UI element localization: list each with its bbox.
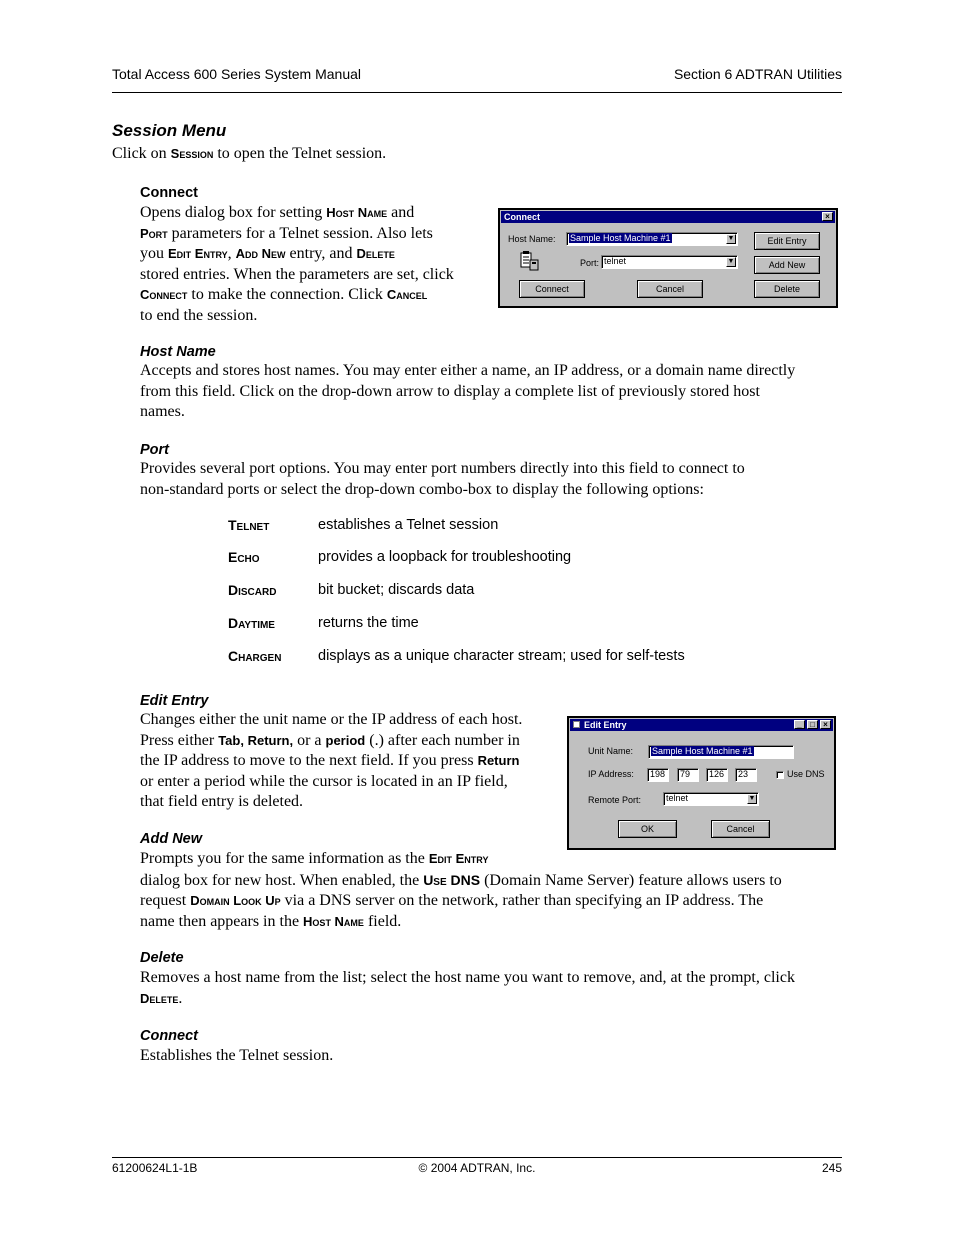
port-option-key: Chargen: [228, 648, 282, 664]
port-option-desc: displays as a unique character stream; used for self-tests: [318, 648, 685, 664]
delete-description: Removes a host name from the list; select the host name you want to remove, and, at the prompt, click Delete.: [140, 969, 795, 1007]
connect-dialog: [498, 208, 838, 308]
telephone-icon: [518, 250, 540, 272]
host-name-label: Host Name:: [508, 234, 556, 244]
port-heading: Port: [140, 442, 169, 458]
connect-summary-heading: Connect: [140, 1028, 198, 1044]
port-description: Provides several port options. You may enter port numbers directly into this field to connect to non-standard ports or select the drop-down combo-box to display the following options:: [140, 460, 745, 498]
edit-entry-description: Changes either the unit name or the IP address of each host. Press either Tab, Return, or a period (.) after each number in the IP address to move to the next field. If you press Return or enter a period while the cursor is located in an IP field, that field entry is deleted.: [140, 711, 523, 810]
footer-copyright: © 2004 ADTRAN, Inc.: [418, 1161, 536, 1175]
maximize-icon[interactable]: □: [807, 720, 818, 729]
port-option-desc: provides a loopback for troubleshooting: [318, 549, 572, 565]
ip-octet-2[interactable]: 79: [677, 768, 699, 782]
port-option-desc: establishes a Telnet session: [318, 517, 499, 533]
port-combo[interactable]: telnet ▼: [601, 255, 738, 269]
connect-description: Opens dialog box for setting Host Name and Port parameters for a Telnet session. Also lets you Edit Entry, Add New entry, and Delete stored entries. When the parameters are set, click Connect to make the connection. Click Cancel to end the session.: [140, 204, 454, 324]
use-dns-label: Use DNS: [787, 769, 825, 779]
port-option-desc: returns the time: [318, 615, 419, 631]
add-new-button[interactable]: Add New: [754, 256, 820, 274]
window-icon: [573, 721, 580, 728]
minimize-icon[interactable]: _: [794, 720, 805, 729]
connect-dialog-titlebar: Connect ×: [501, 211, 835, 223]
footer-page-number: 245: [821, 1161, 842, 1175]
close-icon[interactable]: ×: [820, 720, 831, 729]
edit-entry-dialog: [567, 716, 836, 850]
close-icon[interactable]: ×: [822, 212, 833, 221]
delete-heading: Delete: [140, 950, 184, 966]
chevron-down-icon[interactable]: ▼: [727, 235, 735, 242]
connect-summary-description: Establishes the Telnet session.: [140, 1047, 334, 1064]
header-section-title: Section 6 ADTRAN Utilities: [673, 66, 842, 82]
port-option-key: Telnet: [228, 517, 270, 533]
chevron-down-icon[interactable]: ▼: [727, 258, 735, 265]
port-option-key: Daytime: [228, 615, 275, 631]
port-option-key: Discard: [228, 582, 277, 598]
remote-port-label: Remote Port:: [588, 795, 642, 805]
remote-port-combo[interactable]: telnet ▼: [663, 792, 759, 806]
ip-octet-1[interactable]: 198: [647, 768, 669, 782]
host-name-description: Accepts and stores host names. You may enter either a name, an IP address, or a domain name directly from this field. Click on the drop-down arrow to display a complete list of previously stored host names.: [140, 362, 796, 420]
port-label: Port:: [580, 258, 600, 268]
unit-name-field[interactable]: Sample Host Machine #1: [648, 745, 794, 759]
session-menu-intro: Click on Session to open the Telnet session.: [112, 145, 387, 162]
add-new-description: Prompts you for the same information as the Edit Entry dialog box for new host. When enabled, the Use DNS (Domain Name Server) feature allows users to request Domain Look Up via a DNS server on the network, rather than specifying an IP address. The name then appears in the Host Name field.: [140, 850, 782, 930]
host-name-combo[interactable]: Sample Host Machine #1 ▼: [566, 232, 738, 246]
use-dns-checkbox[interactable]: [776, 771, 784, 779]
delete-button[interactable]: Delete: [754, 280, 820, 298]
ip-octet-4[interactable]: 23: [735, 768, 757, 782]
ok-button[interactable]: OK: [618, 820, 677, 838]
chevron-down-icon[interactable]: ▼: [748, 795, 756, 802]
ip-address-label: IP Address:: [588, 769, 634, 779]
port-option-key: Echo: [228, 549, 260, 565]
cancel-button[interactable]: Cancel: [637, 280, 703, 298]
edit-entry-dialog-titlebar: Edit Entry _ □ ×: [570, 719, 833, 731]
session-menu-heading: Session Menu: [112, 121, 227, 140]
connect-heading: Connect: [140, 185, 198, 201]
port-option-desc: bit bucket; discards data: [318, 582, 475, 598]
add-new-heading: Add New: [140, 831, 203, 847]
connect-button[interactable]: Connect: [519, 280, 585, 298]
cancel-button[interactable]: Cancel: [711, 820, 770, 838]
host-name-heading: Host Name: [140, 344, 216, 360]
unit-name-label: Unit Name:: [588, 746, 634, 756]
ip-octet-3[interactable]: 126: [706, 768, 728, 782]
header-rule: [112, 92, 842, 93]
header-manual-title: Total Access 600 Series System Manual: [112, 66, 362, 82]
edit-entry-heading: Edit Entry: [140, 693, 209, 709]
footer-rule: [112, 1157, 842, 1158]
edit-entry-button[interactable]: Edit Entry: [754, 232, 820, 250]
footer-doc-number: 61200624L1-1B: [112, 1161, 198, 1175]
